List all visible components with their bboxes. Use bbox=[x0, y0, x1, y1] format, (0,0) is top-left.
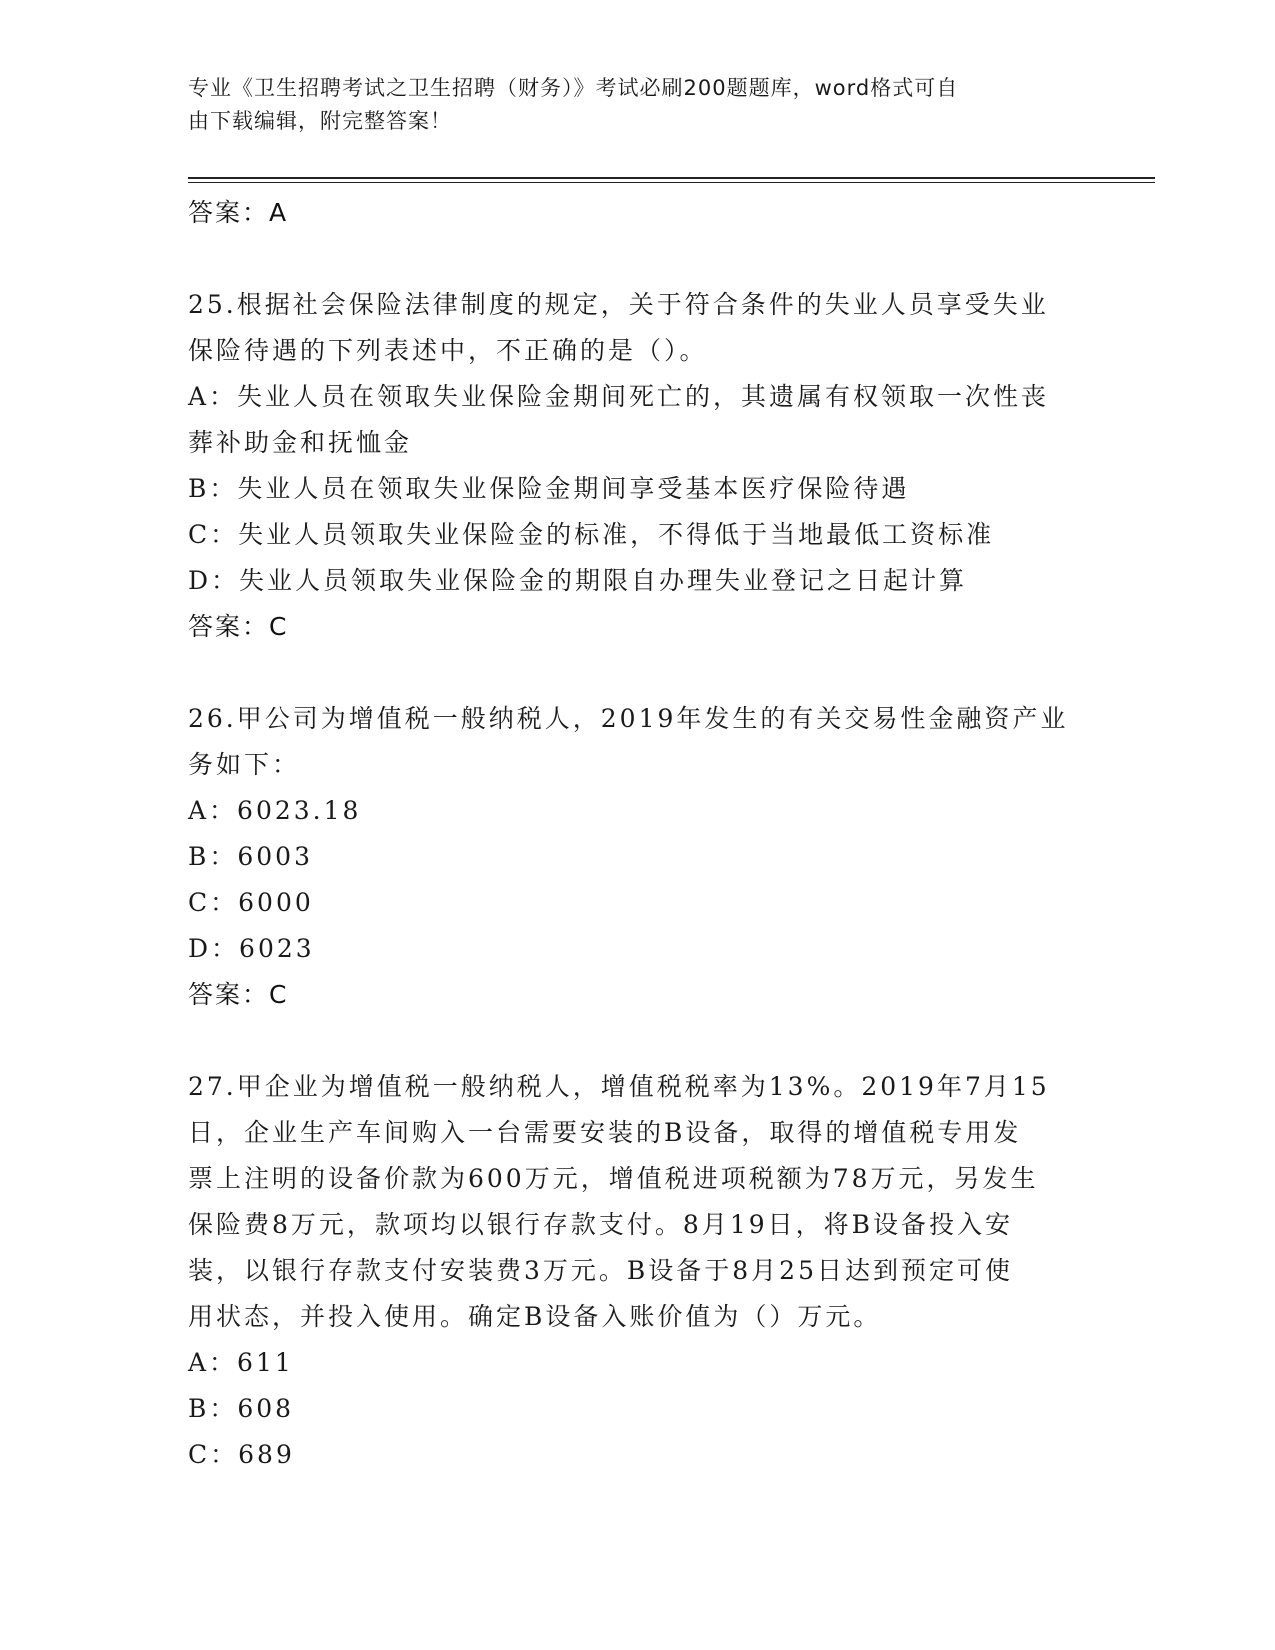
question-27 bbox=[188, 1064, 1088, 1478]
spacer bbox=[188, 1018, 1088, 1064]
question-stem-line: 日，企业生产车间购入一台需要安装的B设备，取得的增值税专用发 bbox=[188, 1118, 1022, 1147]
header-line-1: 专业《卫生招聘考试之卫生招聘（财务）》考试必刷200题题库，word格式可自 bbox=[188, 76, 959, 100]
option-c: C：6000 bbox=[188, 888, 314, 917]
question-stem-line: 26.甲公司为增值税一般纳税人，2019年发生的有关交易性金融资产业 bbox=[188, 704, 1069, 733]
question-stem-line: 务如下： bbox=[188, 750, 301, 779]
header-rule-thick bbox=[188, 177, 1155, 179]
question-25 bbox=[188, 282, 1088, 650]
question-stem-line: 用状态，并投入使用。确定B设备入账价值为（）万元。 bbox=[188, 1302, 882, 1331]
question-stem-line: 25.根据社会保险法律制度的规定，关于符合条件的失业人员享受失业 bbox=[188, 290, 1049, 319]
question-stem-line: 票上注明的设备价款为600万元，增值税进项税额为78万元，另发生 bbox=[188, 1164, 1039, 1193]
document-header bbox=[188, 72, 1068, 138]
option-a: A：611 bbox=[188, 1348, 294, 1377]
question-stem-line: 保险费8万元，款项均以银行存款支付。8月19日，将B设备投入安 bbox=[188, 1210, 1013, 1239]
option-b: B：6003 bbox=[188, 842, 313, 871]
option-a: A：6023.18 bbox=[188, 796, 362, 825]
answer: 答案：C bbox=[188, 980, 289, 1009]
answer-previous: 答案：A bbox=[188, 198, 289, 227]
question-stem-line: 装，以银行存款支付安装费3万元。B设备于8月25日达到预定可使 bbox=[188, 1256, 1013, 1285]
answer: 答案：C bbox=[188, 612, 289, 641]
option-d: D：6023 bbox=[188, 934, 315, 963]
question-stem-line: 27.甲企业为增值税一般纳税人，增值税税率为13%。2019年7月15 bbox=[188, 1072, 1050, 1101]
option-a-line: A：失业人员在领取失业保险金期间死亡的，其遗属有权领取一次性丧 bbox=[188, 382, 1050, 411]
spacer bbox=[188, 236, 1088, 282]
header-line-2: 由下载编辑，附完整答案！ bbox=[188, 109, 452, 133]
spacer bbox=[188, 650, 1088, 696]
option-c: C：失业人员领取失业保险金的标准，不得低于当地最低工资标准 bbox=[188, 520, 995, 549]
option-d: D：失业人员领取失业保险金的期限自办理失业登记之日起计算 bbox=[188, 566, 968, 595]
option-b: B：失业人员在领取失业保险金期间享受基本医疗保险待遇 bbox=[188, 474, 910, 503]
option-c: C：689 bbox=[188, 1440, 295, 1469]
question-stem-line: 保险待遇的下列表述中，不正确的是（）。 bbox=[188, 336, 708, 365]
header-rule-thin bbox=[188, 182, 1155, 183]
question-26 bbox=[188, 696, 1088, 1018]
option-a-line: 葬补助金和抚恤金 bbox=[188, 428, 413, 457]
option-b: B：608 bbox=[188, 1394, 295, 1423]
document-body bbox=[188, 190, 1088, 1478]
